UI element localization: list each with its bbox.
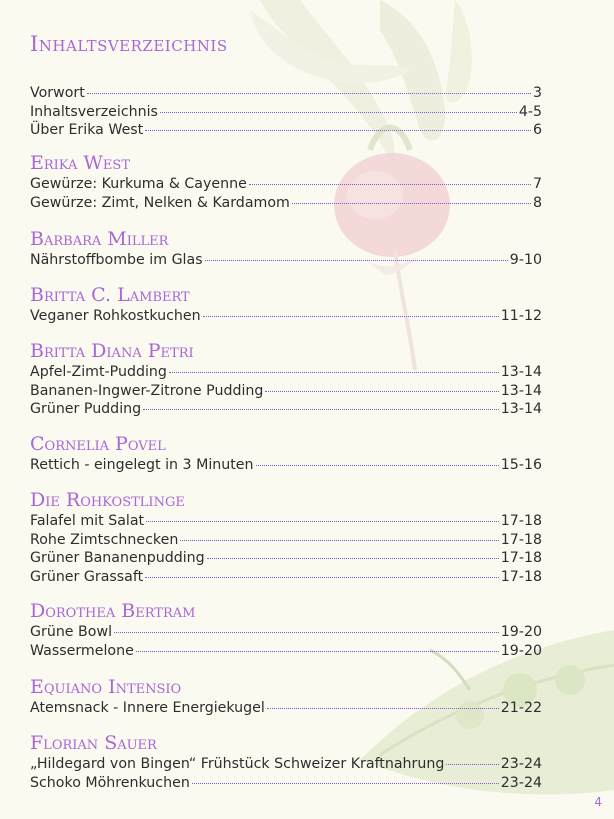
toc-entry[interactable] [30,307,542,326]
toc-entry[interactable] [30,774,542,793]
toc-entry[interactable] [30,512,542,531]
section-die-rohkostlinge [30,488,542,586]
dot-leader [265,390,498,392]
toc-entry[interactable] [30,699,542,718]
entry-page: 8 [532,194,542,211]
toc-entry[interactable] [30,103,542,122]
toc-entry[interactable] [30,531,542,550]
intro-entries [30,84,542,140]
entry-label: Vorwort [30,85,85,101]
toc-entry[interactable] [30,642,542,661]
entry-page: 21-22 [500,700,542,716]
dot-leader [267,707,499,709]
author-heading: Britta Diana Petri [30,340,194,362]
dot-leader [249,183,531,185]
entry-label: Apfel-Zimt-Pudding [30,364,167,380]
entry-label: Inhaltsverzeichnis [30,103,158,120]
entry-label: Über Erika West [30,122,144,138]
dot-leader [192,782,499,784]
dot-leader [145,576,499,578]
dot-leader [169,371,499,373]
author-heading: Barbara Miller [30,228,169,250]
dot-leader [160,111,517,113]
entry-label: Atemsnack - Innere Energiekugel [30,700,265,716]
entry-label: Grüner Grassaft [30,568,144,585]
entry-page: 9-10 [509,252,542,268]
entry-label: Rohe Zimtschnecken [30,531,179,548]
toc-entry[interactable] [30,363,542,382]
entry-page: 15-16 [500,457,542,473]
author-heading: Cornelia Povel [30,433,166,455]
entry-page: 23-24 [500,756,542,772]
entry-page: 17-18 [500,513,542,529]
entry-label: Grüner Bananenpudding [30,550,205,566]
author-heading: Erika West [30,152,131,174]
author-heading: Equiano Intensio [30,676,182,698]
entry-page: 7 [532,176,542,192]
author-heading: Die Rohkostlinge [30,489,185,511]
section-britta-c-lambert [30,283,542,326]
author-heading: Florian Sauer [30,732,157,754]
dot-leader [143,408,499,410]
entry-page: 17-18 [500,550,542,566]
entry-page: 13-14 [500,401,542,417]
dot-leader [205,259,508,261]
toc-entry[interactable] [30,549,542,568]
entry-label: Schoko Möhrenkuchen [30,774,190,791]
entry-label: Falafel mit Salat [30,513,145,529]
toc-entry[interactable] [30,121,542,140]
dot-leader [180,539,498,541]
dot-leader [292,202,531,204]
toc-entry[interactable] [30,568,542,587]
dot-leader [87,92,531,94]
section-florian-sauer [30,731,542,792]
entry-page: 13-14 [500,364,542,380]
entry-page: 19-20 [500,624,542,640]
entry-label: Grüne Bowl [30,624,113,640]
page-number: 4 [594,795,602,809]
toc-entry[interactable] [30,84,542,103]
entry-label: Veganer Rohkostkuchen [30,308,201,324]
entry-label: Rettich - eingelegt in 3 Minuten [30,457,254,473]
dot-leader [146,520,499,522]
entry-page: 3 [532,85,542,101]
dot-leader [446,763,498,765]
entry-label: Wassermelone [30,642,134,659]
entry-page: 11-12 [500,308,542,324]
toc-entry[interactable] [30,194,542,213]
entry-page: 4-5 [518,103,542,120]
toc-entry[interactable] [30,623,542,642]
section-cornelia-povel [30,432,542,475]
section-britta-diana-petri [30,339,542,419]
page-title: Inhaltsverzeichnis [30,32,228,56]
entry-label: Grüner Pudding [30,401,142,417]
entry-page: 13-14 [500,382,542,399]
section-erika-west [30,151,542,212]
entry-page: 17-18 [500,531,542,548]
dot-leader [256,464,499,466]
entry-page: 23-24 [500,774,542,791]
section-barbara-miller [30,227,542,270]
dot-leader [203,315,499,317]
author-heading: Dorothea Bertram [30,600,196,622]
section-equiano-intensio [30,675,542,718]
toc-entry[interactable] [30,251,542,270]
entry-label: Bananen-Ingwer-Zitrone Pudding [30,382,264,399]
dot-leader [207,557,499,559]
dot-leader [114,631,499,633]
toc-entry[interactable] [30,400,542,419]
entry-label: Nährstoffbombe im Glas [30,252,203,268]
section-dorothea-bertram [30,599,542,660]
toc-entry[interactable] [30,456,542,475]
entry-page: 17-18 [500,568,542,585]
toc-entry[interactable] [30,755,542,774]
toc-entry[interactable] [30,175,542,194]
dot-leader [136,650,499,652]
toc-entry[interactable] [30,382,542,401]
entry-page: 6 [532,122,542,138]
dot-leader [145,129,531,131]
entry-label: Gewürze: Kurkuma & Cayenne [30,176,247,192]
author-heading: Britta C. Lambert [30,284,190,306]
entry-page: 19-20 [500,642,542,659]
entry-label: Gewürze: Zimt, Nelken & Kardamom [30,194,290,211]
entry-label: „Hildegard von Bingen“ Frühstück Schweizer Kraftnahrung [30,756,445,772]
